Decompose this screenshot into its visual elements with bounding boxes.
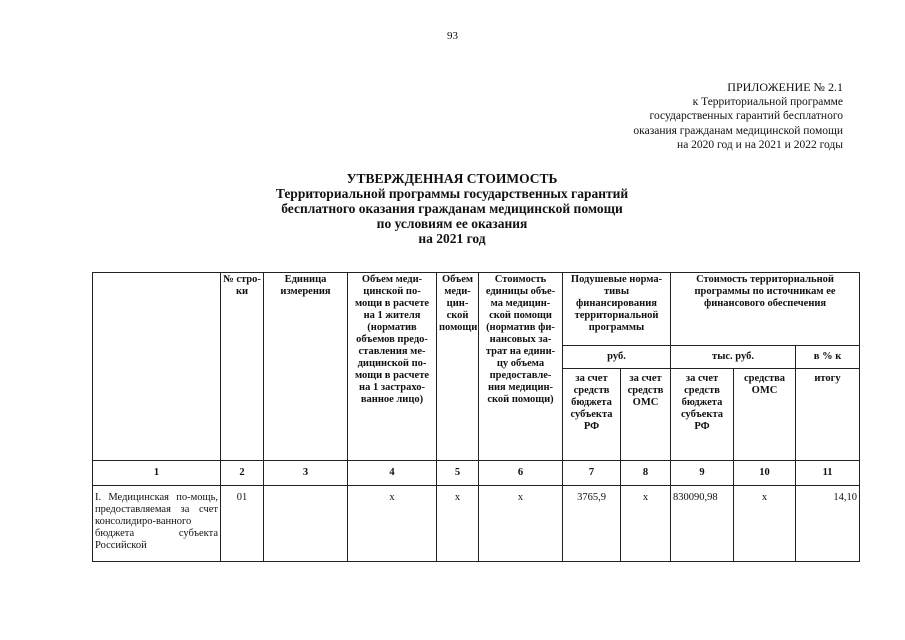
table-row xyxy=(93,486,860,562)
row-oms-funds: х xyxy=(734,486,796,562)
header-budget-rf: за счет средств бюджета субъекта РФ xyxy=(563,369,621,461)
column-number: 10 xyxy=(734,461,796,486)
column-number: 3 xyxy=(264,461,348,486)
column-number: 4 xyxy=(348,461,437,486)
header-unit-cost: Стоимость единицы объе-ма медицин-ской помощи (норматив фи-нансовых за-трат на едини-цу объема предоставле-ния медицин-ской помощи) xyxy=(479,273,563,461)
column-number: 2 xyxy=(221,461,264,486)
row-budget-rf-2: 830090,98 xyxy=(671,486,734,562)
header-percent: в % к xyxy=(796,346,860,369)
title-line: бесплатного оказания гражданам медицинской помощи xyxy=(281,201,623,216)
header-unit: Единица измерения xyxy=(264,273,348,461)
appendix-line: оказания гражданам медицинской помощи xyxy=(633,124,843,137)
title-line: УТВЕРЖДЕННАЯ СТОИМОСТЬ xyxy=(346,171,558,186)
column-number: 7 xyxy=(563,461,621,486)
row-oms: х xyxy=(621,486,671,562)
appendix-line: на 2020 год и на 2021 и 2022 годы xyxy=(677,139,843,151)
column-number: 9 xyxy=(671,461,734,486)
header-total: итогу xyxy=(796,369,860,461)
header-budget-rf-2: за счет средств бюджета субъекта РФ xyxy=(671,369,734,461)
header-oms-funds: средства ОМС xyxy=(734,369,796,461)
appendix-block xyxy=(633,80,843,153)
column-number: 1 xyxy=(93,461,221,486)
column-number: 11 xyxy=(796,461,860,486)
header-oms: за счет средств ОМС xyxy=(621,369,671,461)
row-budget-rf: 3765,9 xyxy=(563,486,621,562)
title-line: на 2021 год xyxy=(418,231,486,246)
column-number: 5 xyxy=(437,461,479,486)
cost-table xyxy=(92,272,860,562)
appendix-heading: ПРИЛОЖЕНИЕ № 2.1 xyxy=(727,80,843,94)
page-number: 93 xyxy=(447,30,458,42)
title-line: по условиям ее оказания xyxy=(376,216,528,231)
row-name: I. Медицинская по-мощь, предоставляемая за счет консолидиро-ванного бюджета субъекта Российской xyxy=(93,486,221,562)
row-number: 01 xyxy=(221,486,264,562)
row-unit xyxy=(264,486,348,562)
header-volume-short: Объем меди-цин-ской помощи xyxy=(437,273,479,461)
title-line: Территориальной программы государственных гарантий xyxy=(275,186,629,201)
column-number: 8 xyxy=(621,461,671,486)
header-rub: руб. xyxy=(563,346,671,369)
header-row-number: № стро-ки xyxy=(221,273,264,461)
appendix-line: государственных гарантий бесплатного xyxy=(649,110,843,122)
row-volume-short: х xyxy=(437,486,479,562)
header-name-cell xyxy=(93,273,221,461)
row-unit-cost: х xyxy=(479,486,563,562)
header-thous-rub: тыс. руб. xyxy=(671,346,796,369)
header-cost-by-source: Стоимость территориальной программы по источникам ее финансового обеспечения xyxy=(671,273,860,346)
header-per-capita: Подушевые норма-тивы финансирования территориальной программы xyxy=(563,273,671,346)
appendix-line: к Территориальной программе xyxy=(692,95,843,108)
row-total: 14,10 xyxy=(796,486,860,562)
column-number: 6 xyxy=(479,461,563,486)
row-volume: х xyxy=(348,486,437,562)
document-title xyxy=(222,171,682,246)
header-volume: Объем меди-цинской по-мощи в расчете на 1 жителя (норматив объемов предо-ставления ме-дицинской по-мощи в расчете на 1 застрахо-ванное лицо) xyxy=(348,273,437,461)
